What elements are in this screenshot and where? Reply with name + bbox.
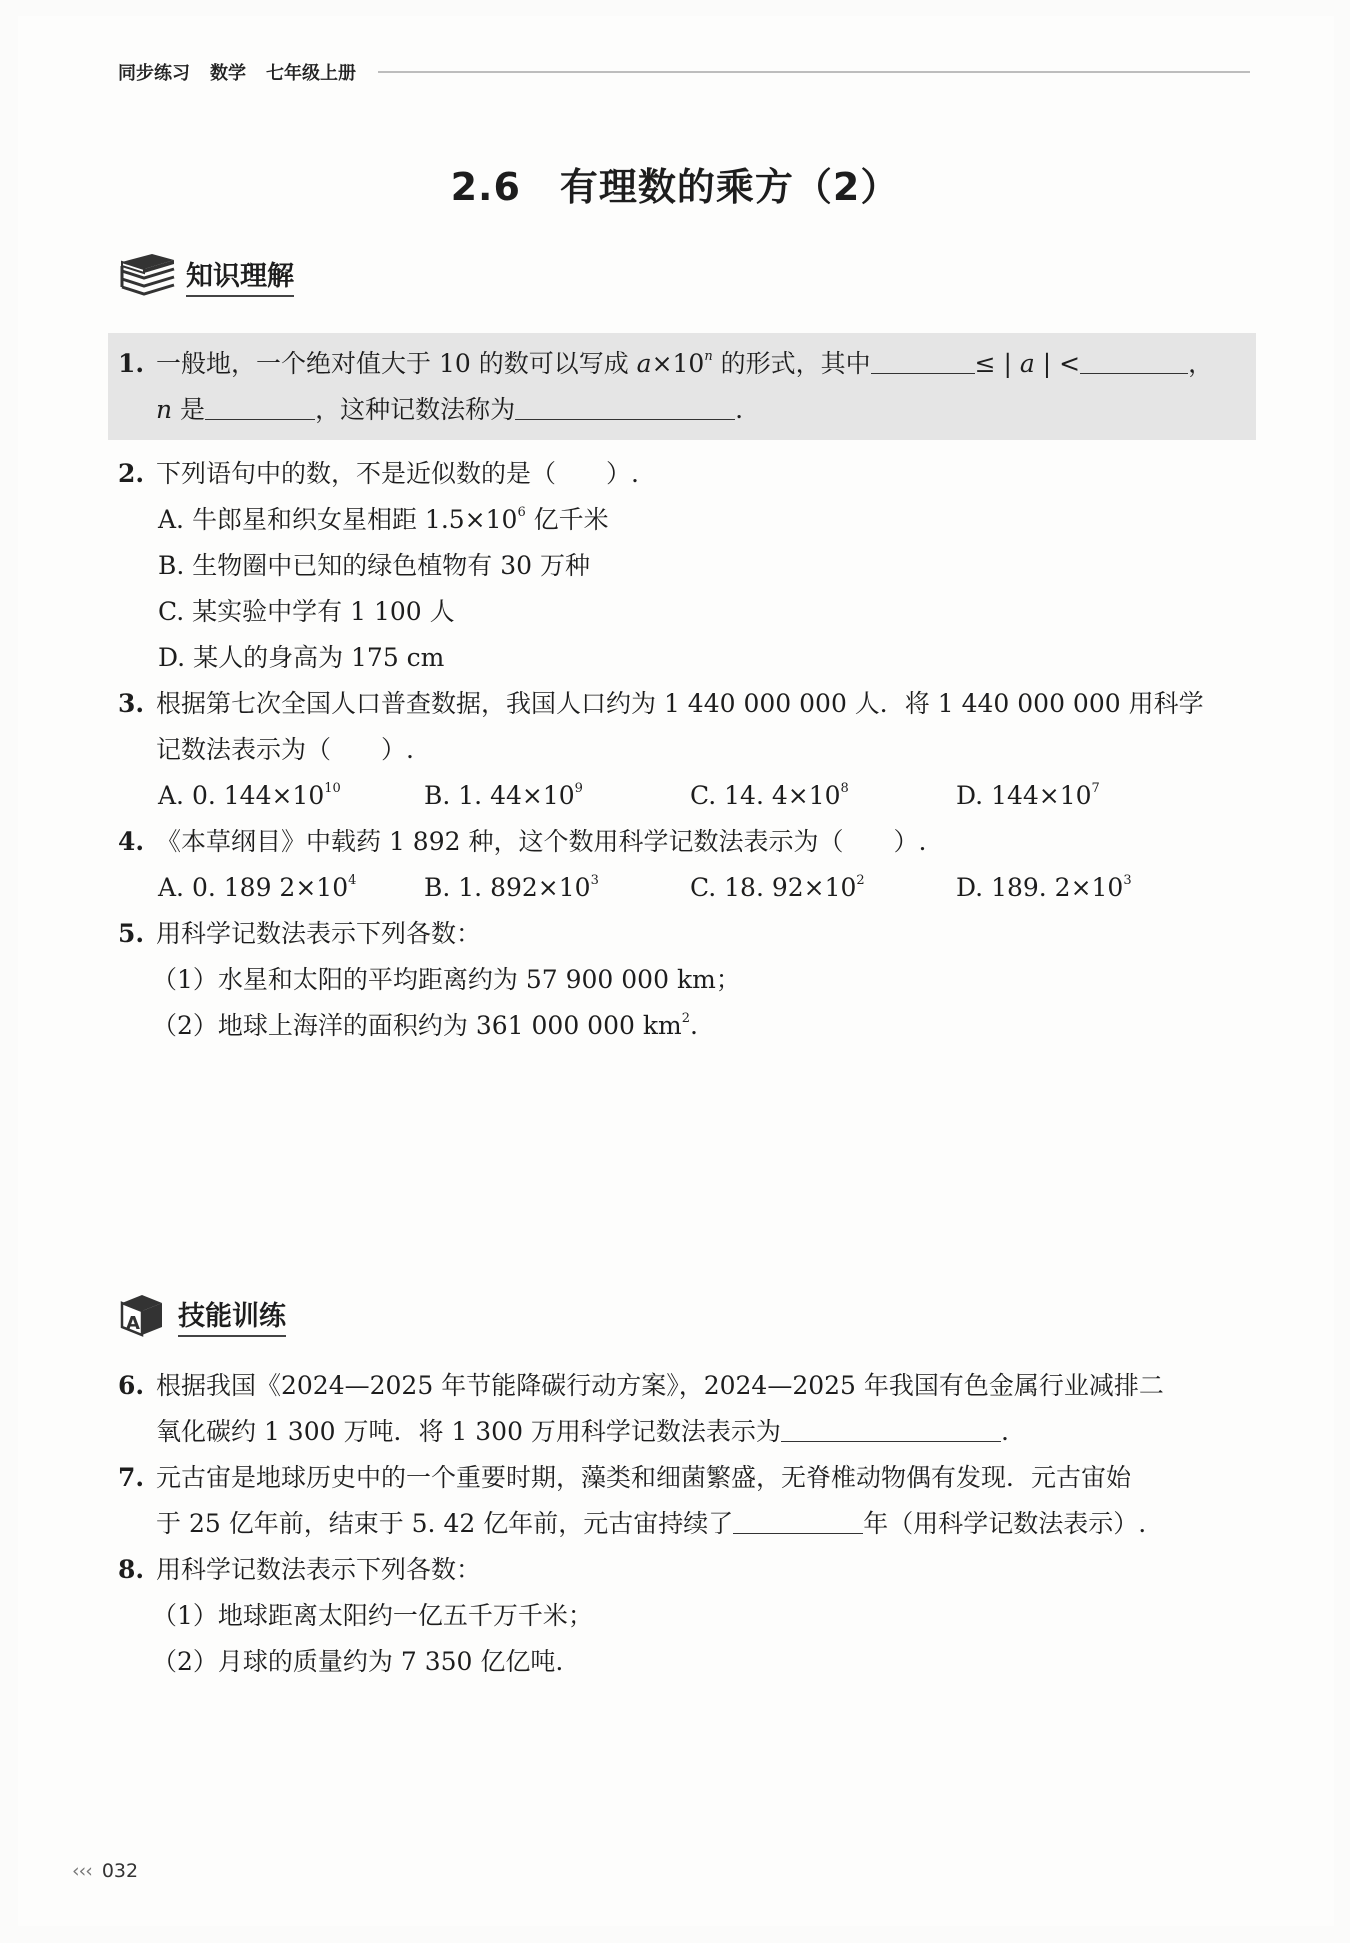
q2-option-d: D. 某人的身高为 175 cm bbox=[158, 643, 445, 672]
q4-option-c: C. 18. $92\times 10^2$ bbox=[690, 873, 865, 902]
page-number: 032 bbox=[101, 1860, 139, 1882]
q6-line1: 6. 根据我国《2024—2025 年节能降碳行动方案》，2024—2025 年我国有色金属行业减排二 bbox=[118, 1371, 1164, 1400]
q3-stem-line2: 记数法表示为（ ）. bbox=[156, 735, 414, 764]
q1-blank-1[interactable] bbox=[871, 348, 975, 374]
q8-stem: 8. 用科学记数法表示下列各数： bbox=[118, 1555, 482, 1584]
q4-option-d: D. 189. $2\times 10^3$ bbox=[956, 873, 1132, 902]
q7-line1: 7. 元古宙是地球历史中的一个重要时期，藻类和细菌繁盛，无脊椎动物偶有发现．元古宙始 bbox=[118, 1463, 1132, 1492]
q1-line1: 1. 一般地，一个绝对值大于 10 的数可以写成 $a\times 10^n$ 的形式，其中 ≤ | a | < ， bbox=[118, 346, 1213, 382]
q1-line2: n 是 ，这种记数法称为 . bbox=[156, 395, 744, 424]
chevron-left-icon: ‹‹‹ bbox=[72, 1860, 92, 1882]
q4-option-a: A. 0. 189 $2\times 10^4$ bbox=[158, 873, 357, 902]
q4-option-b: B. 1. $892\times 10^3$ bbox=[424, 873, 599, 902]
q3-option-a: A. 0. $144\times 10^{10}$ bbox=[158, 781, 341, 810]
header-rule bbox=[378, 71, 1250, 73]
letter-block-icon bbox=[118, 1291, 166, 1339]
books-icon bbox=[118, 252, 178, 298]
q7-blank[interactable] bbox=[733, 1508, 863, 1534]
q1-blank-3[interactable] bbox=[205, 394, 315, 420]
section-skills-label: 技能训练 bbox=[178, 1294, 286, 1337]
section-skills-heading bbox=[118, 1291, 286, 1339]
section-knowledge-heading bbox=[118, 252, 294, 298]
q7-line2: 于 25 亿年前，结束于 5. 42 亿年前，元古宙持续了 年（用科学记数法表示）. bbox=[156, 1509, 1147, 1538]
q5-sub1: （1）水星和太阳的平均距离约为 57 900 000 km； bbox=[152, 965, 741, 994]
q8-sub2: （2）月球的质量约为 7 350 亿亿吨. bbox=[152, 1647, 564, 1676]
q2-option-c: C. 某实验中学有 1 100 人 bbox=[158, 597, 455, 626]
running-header bbox=[118, 57, 1250, 87]
q3-option-b: B. 1. $44\times 10^9$ bbox=[424, 781, 583, 810]
header-book: 同步练习 bbox=[118, 63, 190, 84]
q8-sub1: （1）地球距离太阳约一亿五千万千米； bbox=[152, 1601, 593, 1630]
q2-option-b: B. 生物圈中已知的绿色植物有 30 万种 bbox=[158, 551, 590, 580]
page-footer bbox=[72, 1860, 138, 1882]
q6-blank[interactable] bbox=[781, 1416, 1001, 1442]
section-knowledge-label: 知识理解 bbox=[186, 254, 294, 297]
svg-text:A: A bbox=[126, 1313, 140, 1334]
q3-option-c: C. 14. $4\times 10^8$ bbox=[690, 781, 849, 810]
q4-stem: 4. 《本草纲目》中载药 1 892 种，这个数用科学记数法表示为（ ）. bbox=[118, 827, 927, 856]
page-title: 2.6 有理数的乘方（2） bbox=[450, 165, 900, 209]
q2-stem: 2. 下列语句中的数，不是近似数的是（ ）. bbox=[118, 459, 639, 488]
q5-stem: 5. 用科学记数法表示下列各数： bbox=[118, 919, 482, 948]
q1-blank-4[interactable] bbox=[515, 394, 735, 420]
header-subject: 数学 bbox=[210, 63, 246, 84]
q5-sub2: （2）地球上海洋的面积约为 361 000 000 $km^2$. bbox=[152, 1011, 698, 1040]
q3-stem-line1: 3. 根据第七次全国人口普查数据，我国人口约为 1 440 000 000 人．将 1 440 000 000 用科学 bbox=[118, 689, 1204, 718]
q3-option-d: D. $144\times 10^7$ bbox=[956, 781, 1100, 810]
q1-blank-2[interactable] bbox=[1080, 348, 1188, 374]
header-grade: 七年级上册 bbox=[266, 63, 356, 84]
q1-number: 1. bbox=[118, 349, 145, 378]
q2-option-a: A. 牛郎星和织女星相距 $1.5\times 10^6$ 亿千米 bbox=[158, 505, 609, 534]
q6-line2: 氧化碳约 1 300 万吨．将 1 300 万用科学记数法表示为 . bbox=[156, 1417, 1009, 1446]
